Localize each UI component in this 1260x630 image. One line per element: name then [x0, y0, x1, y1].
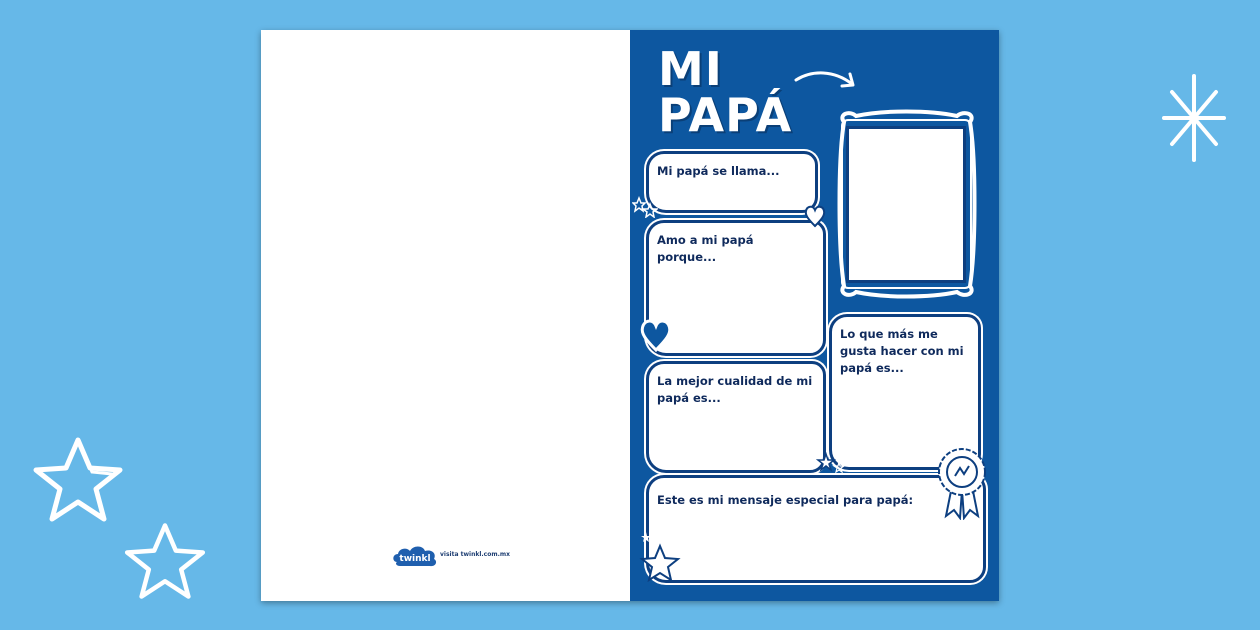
title-line-1: MI: [658, 42, 723, 96]
box-name-label: Mi papá se llama...: [657, 164, 780, 178]
heart-icon: [804, 204, 826, 228]
star-outline-icon: [632, 196, 658, 218]
star-outline-icon: [816, 452, 846, 474]
title-line-2: PAPÁ: [658, 88, 793, 142]
heart-icon: [638, 317, 674, 353]
star-outline-icon: [120, 517, 210, 605]
twinkl-cloud-logo: [391, 542, 439, 568]
rosette-badge-icon: [936, 446, 988, 520]
twinkl-url: visita twinkl.com.mx: [440, 551, 510, 558]
box-name: [646, 151, 818, 213]
left-page: [261, 30, 630, 601]
logo-text: twinkl: [399, 554, 431, 564]
card-sheet: [261, 30, 999, 601]
box-quality-label: La mejor cualidad de mi papá es...: [657, 374, 813, 405]
right-page: [630, 30, 999, 601]
box-love-label: Amo a mi papá porque...: [657, 233, 754, 264]
photo-area: [846, 126, 966, 283]
box-favorite-label: Lo que más me gusta hacer con mi papá es...: [840, 327, 964, 375]
star-outline-icon: [638, 530, 690, 582]
sparkle-icon: [1160, 72, 1228, 164]
arrow-icon: [792, 68, 862, 98]
box-message-label: Este es mi mensaje especial para papá:: [657, 493, 914, 507]
box-quality: [646, 361, 826, 473]
star-outline-icon: [28, 432, 128, 527]
box-message: [646, 475, 986, 583]
